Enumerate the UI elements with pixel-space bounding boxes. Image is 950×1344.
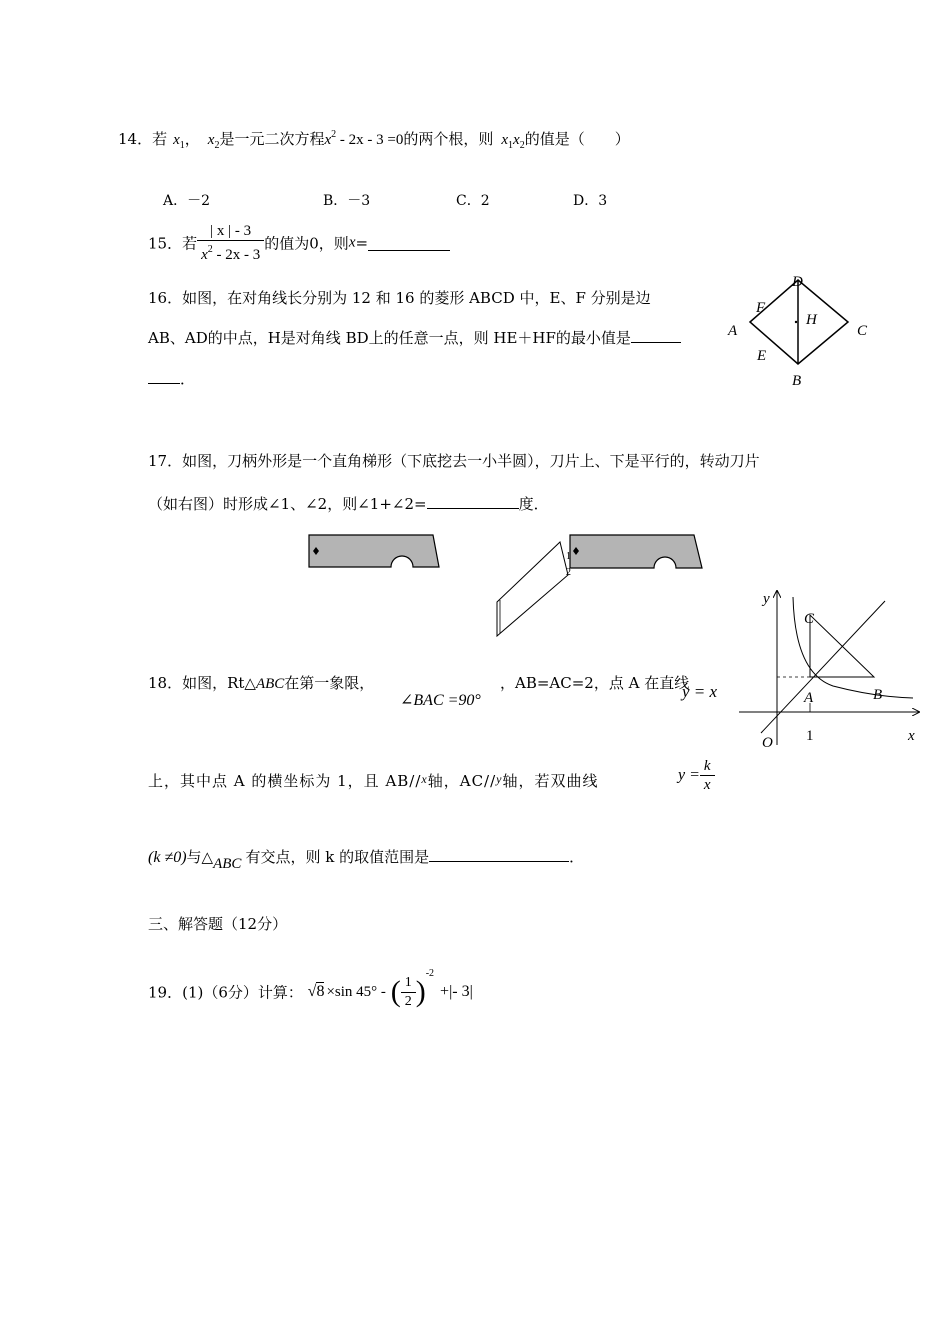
q15-mid: 的值为0，则: [264, 234, 349, 253]
q14-stem: [118, 128, 630, 151]
q14-option-a: A．－2: [163, 193, 211, 209]
q15-stem: [148, 222, 450, 264]
q15-var: x: [348, 234, 356, 251]
q16-line3-end: ．: [180, 370, 196, 388]
q19-tail: +|- 3|: [440, 983, 473, 1000]
q18-line3b: 与△: [186, 848, 214, 866]
q17-line2b: 度．: [518, 495, 549, 513]
graph-y-label: y: [763, 591, 770, 607]
q14-mid: 是一元二次方程: [219, 130, 325, 148]
q14-prod-x1: x: [501, 132, 509, 148]
q16-line1: 16．如图，在对角线长分别为 12 和 16 的菱形 ABCD 中，E、F 分别是边: [148, 289, 651, 307]
graph-tick-1-label: 1: [806, 728, 814, 744]
q15-fraction: [197, 222, 264, 264]
q18-line3e: ．: [569, 848, 585, 866]
knife-blade: [497, 542, 568, 636]
label-f: F: [756, 300, 766, 316]
label-h: H: [806, 312, 817, 328]
point-h: [795, 321, 797, 323]
graph-a-label: A: [804, 690, 814, 706]
q15-frac-den: [197, 241, 264, 264]
q18-line2: [148, 770, 599, 791]
graph-c-label: C: [804, 611, 815, 627]
q16-line3: [148, 368, 195, 389]
hyperbola-graph: [735, 585, 935, 755]
q15-den-rest: - 2x - 3: [212, 247, 261, 263]
q18-xden: x: [703, 777, 711, 793]
q14-prod-s1: 1: [508, 140, 514, 151]
label-e: E: [757, 348, 767, 364]
q18-line1: [148, 672, 374, 693]
q19-frac-num: 1: [401, 974, 416, 993]
q14-x2: x: [207, 132, 215, 148]
q14-x2-sub: 2: [214, 140, 220, 151]
graph-b-label: B: [873, 687, 883, 703]
q18-line1a: 18．如图，Rt△: [148, 674, 256, 692]
q14-prod-x2: x: [513, 132, 520, 148]
q18-k: k: [700, 757, 715, 776]
q18-x-axis: x: [421, 772, 428, 786]
q18-line1b: 在第一象限，: [284, 674, 375, 692]
q19-paren-left: (: [390, 975, 401, 1008]
q18-line3c: ABC: [213, 856, 242, 872]
q16-line2-text: AB、AD的中点，H是对角线 BD上的任意一点，则 HE＋HF的最小值是: [148, 329, 631, 347]
q17-line2: [148, 493, 549, 514]
angle-1-label: 1: [566, 551, 571, 562]
label-a: A: [728, 323, 738, 339]
label-b: B: [792, 373, 802, 389]
q18-yx: y = x: [682, 682, 718, 701]
q19-line: [148, 968, 473, 1011]
section-3-heading: 三、解答题（12分）: [148, 915, 288, 933]
q14-number: 14．若: [118, 130, 168, 148]
q14-eq-x: x: [324, 132, 332, 148]
q15-number: 15．若: [148, 234, 198, 253]
q14-tail: 的两个根，则: [403, 130, 494, 148]
q14-x1-sub: 1: [179, 140, 185, 151]
q15-eq: =: [355, 234, 369, 252]
q14-prod-s2: 2: [519, 140, 525, 151]
q19-times: ×sin 45° -: [326, 983, 386, 1000]
q16-answer-blank-1[interactable]: [631, 328, 681, 343]
q18-hyperbola-expr: [678, 757, 715, 794]
rhombus-figure: [720, 268, 880, 393]
q18-angle: ∠BAC =90°: [400, 692, 481, 709]
q17-answer-blank[interactable]: [427, 494, 519, 509]
q15-frac-num: | x | - 3: [197, 222, 264, 241]
q14-eq-sup: 2: [331, 129, 337, 140]
q16-answer-blank-2[interactable]: [148, 369, 180, 384]
q16-line2: [148, 327, 681, 348]
q14-end: 的值是（ ）: [524, 130, 630, 148]
q19-sqrt-arg: 8: [316, 983, 325, 1000]
knife-handle-shape: [309, 535, 439, 567]
q18-line3: [148, 846, 584, 873]
triangle-abc: [810, 615, 874, 677]
q19-paren-right: ): [415, 975, 426, 1008]
q18-k-over-x: [700, 757, 715, 794]
knife-handle-rotated: [570, 535, 702, 568]
q14-option-c: C．2: [456, 193, 490, 209]
q17-line2a: （如右图）时形成∠1、∠2，则∠1+∠2=: [148, 495, 427, 513]
graph-x-label: x: [908, 728, 915, 744]
q18-line2b: 轴，AC//: [427, 772, 497, 790]
q19-frac-den: 2: [404, 993, 412, 1009]
q19-exp: -2: [425, 968, 435, 979]
label-c: C: [857, 323, 868, 339]
q14-x1: x: [173, 132, 180, 148]
q14-comma: ，: [184, 130, 200, 148]
q18-line2c: 轴，若双曲线: [502, 772, 599, 790]
q14-eq-rest: - 2x - 3 =0: [336, 132, 404, 148]
graph-origin-label: O: [762, 735, 773, 751]
q14-option-d: D．3: [573, 193, 608, 209]
q14-option-b: B．－3: [323, 193, 371, 209]
q19-head: 19．(1)（6分）计算：: [148, 983, 303, 1002]
q15-answer-blank[interactable]: [368, 236, 450, 251]
q18-y-eq: y =: [678, 766, 700, 784]
q17-line1: 17．如图，刀柄外形是一个直角梯形（下底挖去一小半圆），刀片上、下是平行的，转动刀片: [148, 452, 760, 470]
q18-abc: ABC: [255, 676, 285, 692]
knife-handle-figure: [305, 532, 445, 572]
q18-line3d: 有交点，则 k 的取值范围是: [245, 848, 430, 866]
q15-den-x: x: [201, 247, 208, 263]
angle-2-label: 2: [566, 567, 571, 578]
rotated-knife-figure: [490, 530, 710, 642]
q19-sqrt: √8: [307, 983, 325, 1000]
q15-den-sup: 2: [207, 244, 213, 255]
q18-line3a: (k ≠0): [148, 849, 187, 866]
label-d: D: [792, 274, 803, 290]
line-y-equals-x: [761, 601, 885, 733]
q19-half: [401, 974, 416, 1011]
q18-answer-blank[interactable]: [429, 847, 569, 862]
q18-y-axis: y: [496, 772, 503, 786]
q18-line2a: 上，其中点 A 的横坐标为 1，且 AB//: [148, 772, 422, 790]
q18-line1c: ，AB=AC=2，点 A 在直线: [500, 674, 690, 692]
